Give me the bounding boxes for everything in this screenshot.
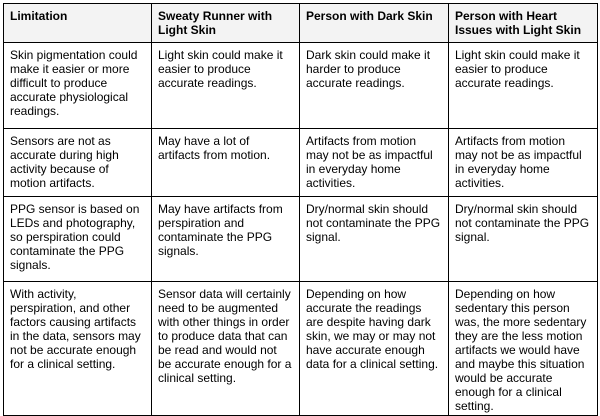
table-cell: Dry/normal skin should not contaminate the PPG signal.: [300, 197, 449, 282]
table-cell: Light skin could make it easier to produce accurate readings.: [152, 43, 300, 129]
table-cell: With activity, perspiration, and other factors causing artifacts in the data, sensors may not be accurate enough for a clinical setting.: [4, 282, 152, 416]
header-person-dark-skin: Person with Dark Skin: [300, 4, 449, 43]
table-cell: Light skin could make it easier to produce accurate readings.: [449, 43, 598, 129]
table-row: [4, 43, 598, 129]
table-cell: May have a lot of artifacts from motion.: [152, 129, 300, 197]
limitations-table: [3, 3, 598, 416]
table-cell: Depending on how sedentary this person was, the more sedentary they are the less motion artifacts we would have and maybe this situation would be accurate enough for a clinical setting.: [449, 282, 598, 416]
table-row: [4, 282, 598, 416]
table-cell: Sensor data will certainly need to be augmented with other things in order to produce data that can be read and would not be accurate enough for a clinical setting.: [152, 282, 300, 416]
table-cell: Artifacts from motion may not be as impactful in everyday home activities.: [300, 129, 449, 197]
header-limitation: Limitation: [4, 4, 152, 43]
table-cell: Dark skin could make it harder to produce accurate readings.: [300, 43, 449, 129]
table-header-row: [4, 4, 598, 43]
table-row: [4, 129, 598, 197]
header-sweaty-runner-light-skin: Sweaty Runner with Light Skin: [152, 4, 300, 43]
header-person-heart-issues-light-skin: Person with Heart Issues with Light Skin: [449, 4, 598, 43]
table-cell: Skin pigmentation could make it easier or more difficult to produce accurate physiological readings.: [4, 43, 152, 129]
table-cell: Depending on how accurate the readings are despite having dark skin, we may or may not have accurate enough data for a clinical setting.: [300, 282, 449, 416]
table-row: [4, 197, 598, 282]
table-cell: Sensors are not as accurate during high activity because of motion artifacts.: [4, 129, 152, 197]
table-cell: Artifacts from motion may not be as impactful in everyday home activities.: [449, 129, 598, 197]
table-cell: May have artifacts from perspiration and contaminate the PPG signals.: [152, 197, 300, 282]
table-cell: Dry/normal skin should not contaminate the PPG signal.: [449, 197, 598, 282]
table-cell: PPG sensor is based on LEDs and photography, so perspiration could contaminate the PPG signals.: [4, 197, 152, 282]
